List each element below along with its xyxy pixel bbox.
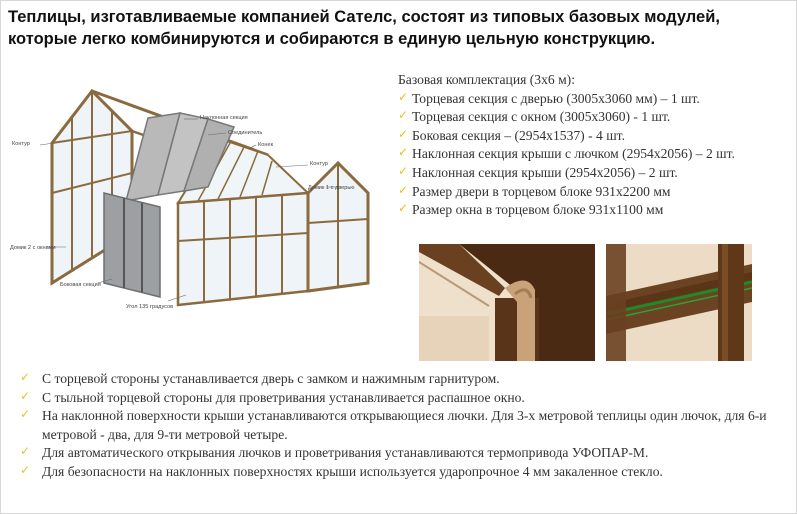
label-kontur-right: Контур (310, 161, 328, 167)
list-item: ✓ Для безопасности на наклонных поверхностях крыши используется ударопрочное 4 мм закаленное стекло. (20, 462, 663, 479)
list-item: ✓ Для автоматического открывания лючков и проветривания устанавливаются термопривода УФОПАР-М. (20, 444, 649, 461)
list-item: ✓ С торцевой стороны устанавливается дверь с замком и нажимным гарнитуром. (20, 370, 500, 386)
check-icon: ✓ (398, 201, 409, 216)
side-wall-front (178, 193, 308, 305)
check-icon: ✓ (20, 462, 31, 477)
spec-heading: Базовая комплектация (3х6 м): (398, 72, 575, 87)
list-item: ✓ Размер двери в торцевом блоке 931х2200 мм (398, 182, 671, 199)
label-konek: Конек (258, 142, 274, 148)
title-line-2: которые легко комбинируются и собираются в единую цельную конструкцию. (8, 30, 656, 48)
check-icon: ✓ (398, 126, 409, 141)
label-kontur-left: Контур (12, 141, 30, 147)
list-item: ✓ С тыльной торцевой стороны для проветривания устанавливается распашное окно. (20, 388, 525, 405)
label-naklonnaya: Наклонная секция (200, 115, 248, 121)
notes-block (20, 370, 790, 482)
greenhouse-diagram (8, 83, 380, 315)
list-item: ✓ На наклонной поверхности крыши устанавливаются открывающиеся лючки. Для 3-х метровой теплицы один лючок, для 6-и метровой - два, для 9-ти метровой четыре. (20, 407, 767, 442)
title-line-1: Теплицы, изготавливаемые компанией Сателс, состоят из типовых базовых модулей, (8, 8, 720, 26)
check-icon: ✓ (20, 388, 31, 403)
list-item: ✓ Размер окна в торцевом блоке 931х1100 мм (398, 201, 664, 218)
list-item: ✓ Торцевая секция с дверью (3005х3060 мм) – 1 шт. (398, 89, 700, 106)
label-soedinitel: Соединитель (228, 130, 263, 136)
list-item: ✓ Торцевая секция с окном (3005х3060) - 1 шт. (398, 108, 671, 125)
label-ugol: Угол 135 градусов (126, 304, 174, 310)
check-icon: ✓ (398, 108, 409, 123)
list-item: ✓ Наклонная секция крыши с лючком (2954х2056) – 2 шт. (398, 145, 735, 162)
check-icon: ✓ (398, 145, 409, 160)
end-wall-front (308, 163, 368, 291)
joint-photo-left (419, 244, 595, 361)
side-section-detached (104, 193, 160, 297)
spec-list (398, 90, 793, 220)
label-bokovaya: Боковая секция (60, 282, 101, 288)
label-domik1: Домик 1 с дверью (308, 185, 355, 191)
page-title (8, 6, 793, 50)
spec-block (398, 71, 793, 220)
list-item: ✓ Наклонная секция крыши (2954х2056) – 2 шт. (398, 163, 678, 180)
list-item: ✓ Боковая секция – (2954х1537) - 4 шт. (398, 126, 625, 143)
check-icon: ✓ (398, 182, 409, 197)
check-icon: ✓ (398, 163, 409, 178)
check-icon: ✓ (398, 89, 409, 104)
check-icon: ✓ (20, 370, 31, 384)
label-domik2: Домик 2 с окнами (10, 245, 56, 251)
joint-photo-right (606, 244, 752, 361)
check-icon: ✓ (20, 444, 31, 459)
check-icon: ✓ (20, 407, 31, 422)
notes-list (20, 370, 790, 482)
